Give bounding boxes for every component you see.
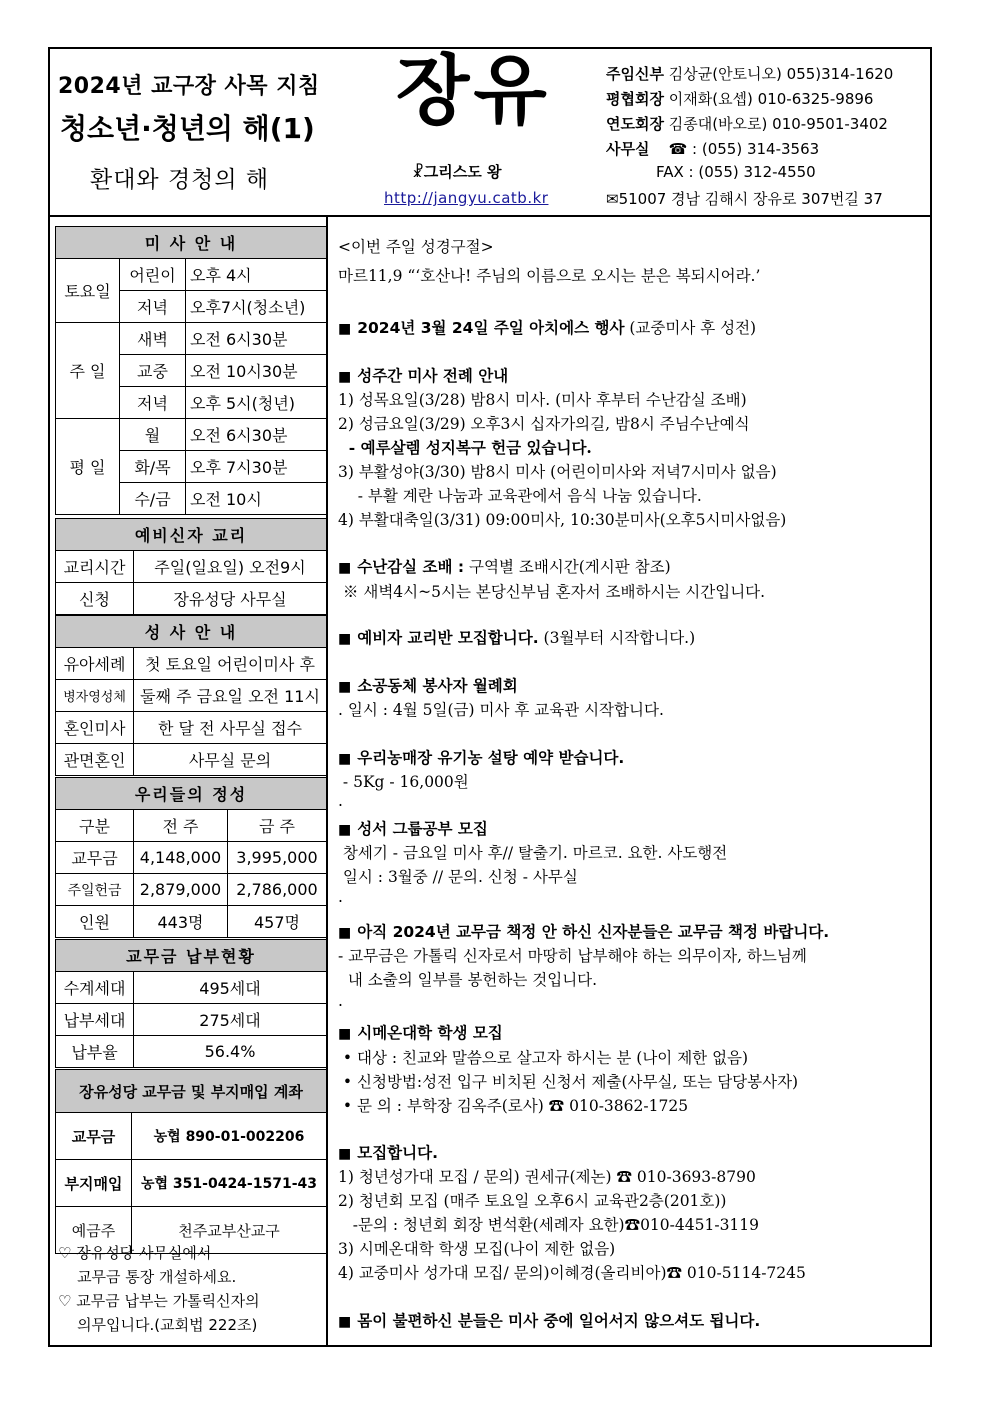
notice-line: • 신청방법:성전 입구 비치된 신청서 제출(사무실, 또는 담당봉사자) [338,1073,799,1091]
verse-title: <이번 주일 성경구절> [338,238,494,256]
pastoral-guideline-title: 2024년 교구장 사목 지침 [58,74,320,99]
notice-line: - 예루살렘 성지복구 헌금 있습니다. [338,438,592,457]
cell: 인원 [56,906,134,938]
table-row [56,874,327,906]
cell: 2,786,000 [228,874,327,906]
website-link[interactable]: http://jangyu.catb.kr [384,189,549,207]
sunday-label: 주 일 [56,323,120,419]
bullet-icon: ■ [338,1026,352,1042]
info-value: 한 달 전 사무실 접수 [134,712,327,744]
note-line: ♡ 교무금 납부는 가톨릭신자의 [58,1292,260,1310]
catechumen-table [55,518,327,615]
info-value: 사무실 문의 [134,744,327,776]
info-value: 장유성당 사무실 [134,583,327,615]
notice-title: 소공동체 봉사자 월례회 [357,677,518,695]
note-line: 의무입니다.(교회법 222조) [58,1316,258,1334]
notice-title: 시메온대학 학생 모집 [357,1024,503,1042]
info-value: 495세대 [134,972,327,1004]
mass-title: 미 사 안 내 [56,227,327,259]
notice-title: 수난감실 조배 : [357,558,465,576]
column-header: 전 주 [134,810,228,842]
notice-line: 4) 부활대축일(3/31) 09:00미사, 10:30분미사(오후5시미사없음) [338,511,787,529]
cell: 3,995,000 [228,842,327,874]
cell: 457명 [228,906,327,938]
info-label: 수계세대 [56,972,134,1004]
sacrament-table [55,615,327,776]
notice-line: 일시 : 3월중 // 문의. 신청 - 사무실 [338,868,578,886]
notice-achies [338,316,756,338]
notice-community [338,674,518,696]
info-label: 교리시간 [56,551,134,583]
mass-time-value: 오전 10시 [186,483,327,515]
notice-title: 성주간 미사 전례 안내 [357,367,509,385]
dues-title: 교무금 납부현황 [56,940,327,972]
separator-dot: . [338,792,343,810]
note-line: ♡ 장유성당 사무실에서 [58,1244,212,1262]
sacrament-title: 성 사 안 내 [56,616,327,648]
mass-time-value: 오전 6시30분 [186,323,327,355]
notice-title: 우리농매장 유기농 설탕 예약 받습니다. [357,749,625,767]
mass-schedule-table [55,226,327,515]
notice-sugar [338,746,624,768]
notice-line: 1) 청년성가대 모집 / 문의) 권세규(제논) ☎ 010-3693-8790 [338,1168,756,1186]
info-label: 납부율 [56,1036,134,1068]
notice-adoration [338,555,671,577]
account-number: 농협 890-01-002206 [132,1113,327,1160]
bank-accounts-table [55,1069,327,1254]
info-label: 병자영성체 [56,680,134,712]
bullet-icon: ■ [338,822,352,838]
notice-title: 몸이 불편하신 분들은 미사 중에 일어서지 않으셔도 됩니다. [357,1312,761,1330]
info-label: 신청 [56,583,134,615]
mass-time-label: 교중 [120,355,186,387]
feast-name: ☧그리스도 왕 [412,163,502,181]
notice-line: 4) 교중미사 성가대 모집/ 문의)이혜경(올리비아)☎ 010-5114-7245 [338,1264,806,1282]
info-value: 첫 토요일 어린이미사 후 [134,648,327,680]
notice-line: 3) 시메온대학 학생 모집(나이 제한 없음) [338,1240,616,1258]
separator-dot: . [338,888,343,906]
cell: 2,879,000 [134,874,228,906]
separator-dot: . [338,992,343,1010]
info-label: 관면혼인 [56,744,134,776]
notice-title: 2024년 3월 24일 주일 아치에스 행사 [357,319,625,337]
mass-time-label: 화/목 [120,451,186,483]
notice-line: - 교무금은 가톨릭 신자로서 마땅히 납부해야 하는 의무이자, 하느님께 [338,947,807,965]
notice-detail: (교중미사 후 성전) [624,319,757,337]
bullet-icon: ■ [338,1314,352,1330]
mass-time-value: 오후7시(청소년) [186,291,327,323]
bullet-icon: ■ [338,679,352,695]
notice-line: - 5Kg - 16,000원 [338,773,469,791]
notice-recruit [338,1141,438,1163]
offering-title: 우리들의 정성 [56,778,327,810]
saturday-label: 토요일 [56,259,120,323]
catechumen-title: 예비신자 교리 [56,519,327,551]
account-label: 교무금 [56,1113,132,1160]
notice-simeon [338,1021,503,1043]
pastoral-theme: 청소년·청년의 해(1) [60,112,315,145]
mass-time-value: 오전 10시30분 [186,355,327,387]
mass-time-value: 오전 6시30분 [186,419,327,451]
contact-office: 사무실 ☎ : (055) 314-3563 [606,140,820,158]
info-label: 유아세례 [56,648,134,680]
notice-line: ※ 새벽4시~5시는 본당신부님 혼자서 조배하시는 시간입니다. [338,583,766,601]
mass-time-label: 새벽 [120,323,186,355]
column-header: 구분 [56,810,134,842]
note-line: 교무금 통장 개설하세요. [58,1268,237,1286]
account-holder: 천주교부산교구 [132,1207,327,1254]
mass-time-label: 수/금 [120,483,186,515]
notice-line: • 대상 : 친교와 말씀으로 살고자 하시는 분 (나이 제한 없음) [338,1049,749,1067]
weekday-label: 평 일 [56,419,120,515]
notice-dues [338,920,829,942]
mass-time-value: 오후 5시(청년) [186,387,327,419]
contact-council: 평협회장 이재화(요셉) 010-6325-9896 [606,90,874,108]
bullet-icon: ■ [338,560,352,576]
bullet-icon: ■ [338,925,352,941]
masthead-title: 장유 [396,46,551,135]
contact-pastor: 주임신부 김상균(안토니오) 055)314-1620 [606,65,894,83]
table-row [56,842,327,874]
bullet-icon: ■ [338,321,352,337]
notice-title: 예비자 교리반 모집합니다. [357,629,539,647]
notice-title: 아직 2024년 교무금 책정 안 하신 신자분들은 교무금 책정 바랍니다. [357,923,830,941]
mass-time-label: 월 [120,419,186,451]
bullet-icon: ■ [338,369,352,385]
accounts-title: 장유성당 교무금 및 부지매입 계좌 [56,1070,327,1113]
mass-time-label: 저녁 [120,387,186,419]
mass-time-label: 저녁 [120,291,186,323]
notice-line: - 부활 계란 나눔과 교육관에서 음식 나눔 있습니다. [338,487,702,505]
verse-text: 마르11,9 “‘호산나! 주님의 이름으로 오시는 분은 복되시어라.’ [338,267,761,285]
notice-bible-study [338,817,488,839]
dues-table [55,939,327,1068]
cell: 443명 [134,906,228,938]
notice-line: 1) 성목요일(3/28) 밤8시 미사. (미사 후부터 수난감실 조배) [338,391,747,409]
contact-address: ✉51007 경남 김해시 장유로 307번길 37 [606,190,883,208]
notice-catechumen [338,626,695,648]
info-value: 둘째 주 금요일 오전 11시 [134,680,327,712]
dues-note [58,1241,260,1337]
info-value: 56.4% [134,1036,327,1068]
notice-line: . 일시 : 4월 5일(금) 미사 후 교육관 시작합니다. [338,701,664,719]
offering-table [55,777,327,938]
contact-fax: FAX : (055) 312-4550 [656,163,816,181]
notice-line: • 문 의 : 부학장 김옥주(로사) ☎ 010-3862-1725 [338,1097,689,1115]
column-header: 금 주 [228,810,327,842]
cell: 주일헌금 [56,874,134,906]
bullet-icon: ■ [338,751,352,767]
cell: 교무금 [56,842,134,874]
account-number: 농협 351-0424-1571-43 [132,1160,327,1207]
notice-sitting [338,1309,760,1331]
account-label: 예금주 [56,1207,132,1254]
notice-title: 모집합니다. [357,1144,438,1162]
info-label: 혼인미사 [56,712,134,744]
notice-title: 성서 그룹공부 모집 [357,820,488,838]
account-label: 부지매입 [56,1160,132,1207]
info-label: 납부세대 [56,1004,134,1036]
info-value: 275세대 [134,1004,327,1036]
notice-line: 창세기 - 금요일 미사 후// 탈출기. 마르코. 요한. 사도행전 [338,844,728,862]
notice-line: 내 소출의 일부를 봉헌하는 것입니다. [338,971,598,989]
notice-detail: 구역별 조배시간(게시판 참조) [464,558,671,576]
notice-line: 2) 청년회 모집 (매주 토요일 오후6시 교육관2층(201호)) [338,1192,727,1210]
bulletin-header [50,46,930,217]
notice-holyweek [338,364,508,386]
notice-line: -문의 : 청년회 회장 변석환(세례자 요한)☎010-4451-3119 [338,1216,760,1234]
cell: 4,148,000 [134,842,228,874]
info-value: 주일(일요일) 오전9시 [134,551,327,583]
notice-detail: (3월부터 시작합니다.) [538,629,696,647]
pastoral-subtheme: 환대와 경청의 해 [90,167,270,193]
notice-line: 3) 부활성야(3/30) 밤8시 미사 (어린이미사와 저녁7시미사 없음) [338,463,777,481]
notice-line: 2) 성금요일(3/29) 오후3시 십자가의길, 밤8시 주님수난예식 [338,415,750,433]
mass-time-label: 어린이 [120,259,186,291]
mass-time-value: 오후 4시 [186,259,327,291]
bullet-icon: ■ [338,1146,352,1162]
mass-time-value: 오후 7시30분 [186,451,327,483]
bullet-icon: ■ [338,631,352,647]
contact-funeral: 연도회장 김종대(바오로) 010-9501-3402 [606,115,888,133]
table-row [56,906,327,938]
